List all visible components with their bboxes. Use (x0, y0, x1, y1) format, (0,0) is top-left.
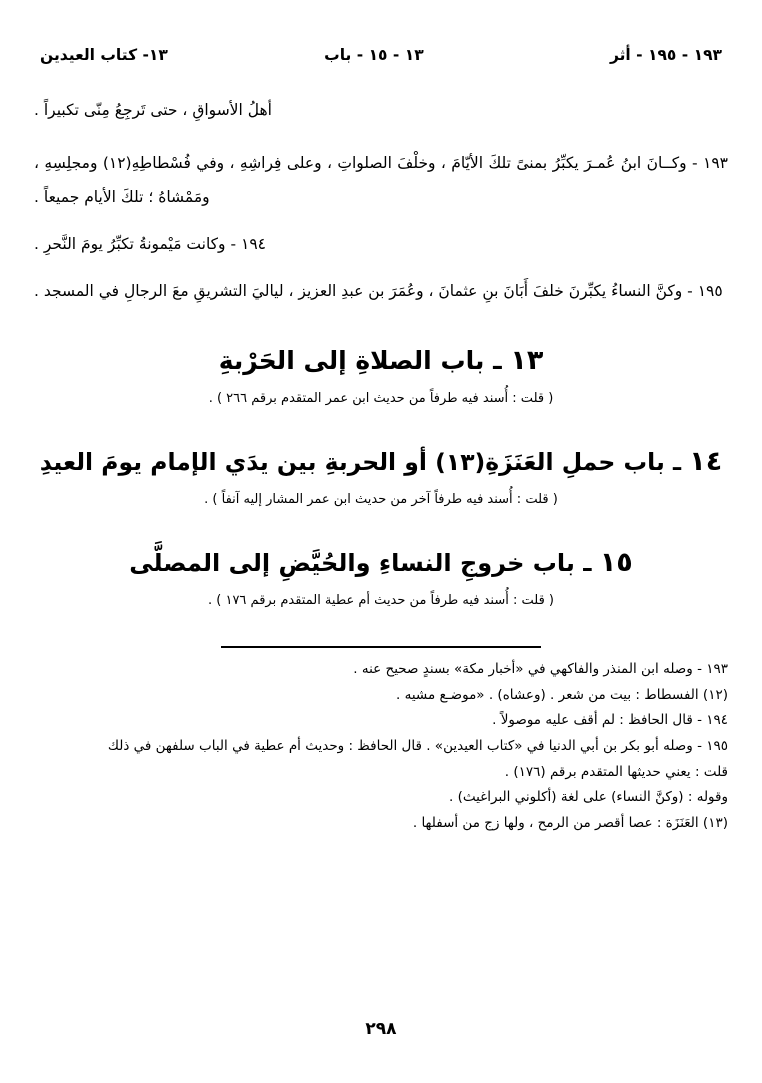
chapter-15-dash: ـ (583, 549, 592, 578)
footnote-194: ١٩٤ - قال الحافظ : لم أقف عليه موصولاً . (492, 712, 728, 729)
running-head-right: ١٣- كتاب العيدين (40, 46, 168, 64)
chapter-13-note: ( قلت : أُسند فيه طرفاً من حديث ابن عمر المتقدم برقم ٢٦٦ ) . (208, 390, 554, 406)
chapter-13-heading (34, 339, 728, 382)
chapter-15-title: باب خروجِ النساءِ والحُيَّضِ إلى المصلَّى (129, 549, 575, 578)
chapter-14-number: ١٤ (689, 445, 723, 477)
footnote-12: (١٢) الفسطاط : بيت من شعر . (وعشاه) . «موضـع مشيه . (396, 686, 728, 703)
chapter-13 (34, 339, 728, 410)
chapter-15 (34, 541, 728, 612)
chapter-15-heading (34, 541, 728, 584)
chapter-15-note: ( قلت : أُسند فيه طرفاً من حديث أم عطية المتقدم برقم ١٧٦ ) . (208, 593, 554, 609)
paragraph-195: ١٩٥ - وكنَّ النساءُ يكبِّرنَ خلفَ أَبَانَ بنِ عثمانَ ، وعُمَرَ بن عبدِ العزيز ، لياليَ التشريقِ معَ الرجالِ في المسجد . (34, 282, 723, 301)
footnote-13: (١٣) العَنَزَة : عصا أقصر من الرمح ، ولها زج من أسفلها . (412, 814, 728, 831)
footnote-193: ١٩٣ - وصله ابن المنذر والفاكهي في «أخبار مكة» بسندٍ صحيح عنه . (353, 661, 728, 677)
chapter-13-title: باب الصلاةِ إلى الحَرْبةِ (218, 345, 485, 375)
chapter-13-number: ١٣ (510, 344, 544, 376)
footnote-separator (221, 646, 540, 648)
running-head-left: ١٩٣ - ١٩٥ - أثر (609, 46, 722, 64)
chapter-14-title: باب حملِ العَنَزَةِ(١٣) أو الحربةِ بين يدَي الإمام يومَ العيدِ (39, 447, 665, 476)
chapter-14-heading (34, 440, 728, 483)
footnote-195: ١٩٥ - وصله أبو بكر بن أبي الدنيا في «كتاب العيدين» . قال الحافظ : وحديث أم عطية في الباب سلفهن في ذلك (107, 737, 728, 754)
chapter-14-dash: ـ (673, 447, 682, 476)
paragraph-194: ١٩٤ - وكانت مَيْمونةُ تكبِّرُ يومَ النَّحرِ . (34, 234, 266, 253)
page-number: ٢٩٨ (365, 1019, 397, 1039)
chapter-13-dash: ـ (493, 345, 502, 375)
chapter-14 (34, 440, 728, 511)
chapter-14-note: ( قلت : أُسند فيه طرفاً آخر من حديث ابن عمر المشار إليه آنفاً ) . (204, 492, 558, 508)
body-text (34, 94, 728, 309)
footnote-195-a: قلت : يعني حديثها المتقدم برقم (١٧٦) . (504, 763, 728, 780)
chapter-15-number: ١٥ (599, 547, 633, 579)
running-head (34, 46, 728, 64)
paragraph-continued: أهلُ الأسواقِ ، حتى تَرجِعُ مِنّى تكبيراً . (34, 101, 272, 119)
paragraph-193: ١٩٣ - وكــانَ ابنُ عُمـرَ يكبِّرُ بمنىً تلكَ الأيّامَ ، وخلْفَ الصلواتِ ، وعلى فِراشِهِ ، وفي فُسْطاطِهِ(١٢) ومجلِسِهِ ، ومَمْشاهُ ؛ تلكَ الأيام جميعاً . (34, 154, 728, 206)
footnote-195-b: وقوله : (وكنَّ النساء) على لغة (أكلوني البراغيث) . (449, 789, 728, 806)
footnotes-section (34, 638, 728, 835)
running-head-center: ١٣ - ١٥ - باب (324, 46, 424, 64)
